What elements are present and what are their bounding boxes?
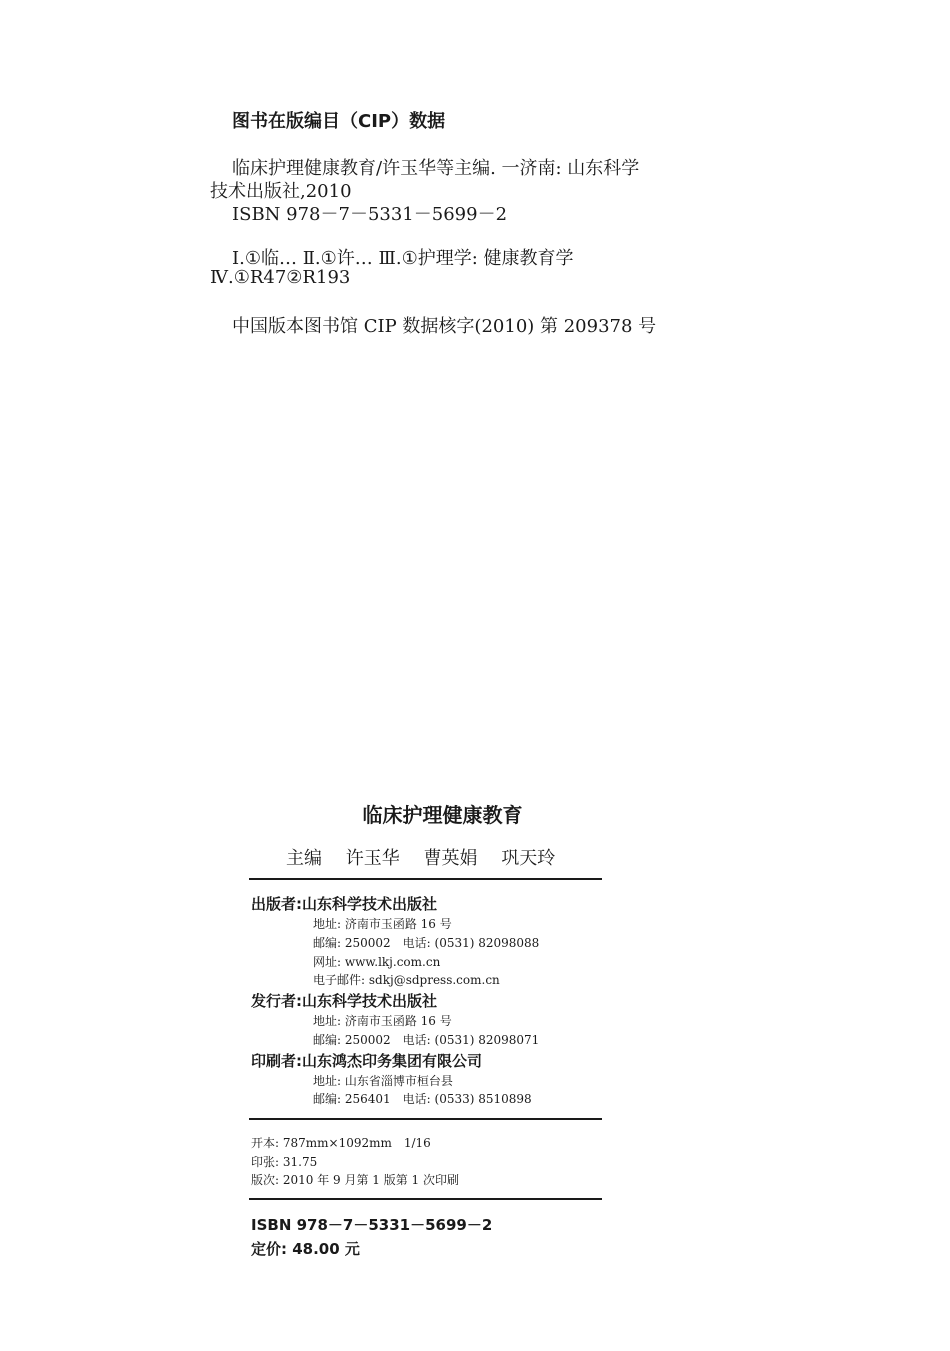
printed-sheets: 印张: 31.75 bbox=[251, 1155, 318, 1169]
publisher-label: 出版者: bbox=[251, 895, 302, 913]
cip-heading: 图书在版编目（CIP）数据 bbox=[232, 111, 446, 132]
divider bbox=[249, 878, 602, 880]
editors-line bbox=[286, 844, 573, 870]
price: 定价: 48.00 元 bbox=[251, 1240, 360, 1258]
book-format: 开本: 787mm×1092mm 1/16 bbox=[251, 1136, 431, 1150]
distributor-contact: 邮编: 250002 电话: (0531) 82098071 bbox=[313, 1033, 540, 1047]
printer-label: 印刷者: bbox=[251, 1052, 302, 1070]
editor-name: 巩天玲 bbox=[501, 848, 556, 869]
publisher-address: 地址: 济南市玉函路 16 号 bbox=[313, 917, 452, 931]
cip-line-subjects: Ⅰ.①临… Ⅱ.①许… Ⅲ.①护理学: 健康教育学 bbox=[232, 248, 574, 269]
publisher-website: 网址: www.lkj.com.cn bbox=[313, 955, 441, 969]
cip-line-title-editors: 临床护理健康教育/许玉华等主编. 一济南: 山东科学 bbox=[232, 158, 640, 179]
publisher-name: 山东科学技术出版社 bbox=[302, 895, 438, 913]
cip-line-isbn: ISBN 978－7－5331－5699－2 bbox=[232, 204, 508, 225]
distributor-name: 山东科学技术出版社 bbox=[302, 992, 438, 1010]
cip-line-classification: Ⅳ.①R47②R193 bbox=[210, 267, 351, 288]
distributor-heading bbox=[251, 990, 437, 1011]
distributor-address: 地址: 济南市玉函路 16 号 bbox=[313, 1014, 452, 1028]
edition-info: 版次: 2010 年 9 月第 1 版第 1 次印刷 bbox=[251, 1173, 460, 1187]
printer-contact: 邮编: 256401 电话: (0533) 8510898 bbox=[313, 1092, 532, 1106]
cip-line-record-number: 中国版本图书馆 CIP 数据核字(2010) 第 209378 号 bbox=[232, 316, 657, 337]
editor-name: 许玉华 bbox=[345, 848, 400, 869]
footer-isbn: ISBN 978－7－5331－5699－2 bbox=[251, 1216, 493, 1234]
distributor-label: 发行者: bbox=[251, 992, 302, 1010]
printer-heading bbox=[251, 1050, 482, 1071]
divider bbox=[249, 1198, 602, 1200]
publisher-contact: 邮编: 250002 电话: (0531) 82098088 bbox=[313, 936, 540, 950]
publisher-heading bbox=[251, 893, 437, 914]
divider bbox=[249, 1118, 602, 1120]
publisher-email: 电子邮件: sdkj@sdpress.com.cn bbox=[313, 973, 500, 987]
editor-name: 曹英娟 bbox=[423, 848, 478, 869]
book-title: 临床护理健康教育 bbox=[362, 803, 523, 827]
cip-line-publisher-year: 技术出版社,2010 bbox=[210, 181, 352, 202]
printer-name: 山东鸿杰印务集团有限公司 bbox=[302, 1052, 483, 1070]
printer-address: 地址: 山东省淄博市桓台县 bbox=[313, 1074, 453, 1088]
editor-label: 主编 bbox=[286, 848, 322, 869]
